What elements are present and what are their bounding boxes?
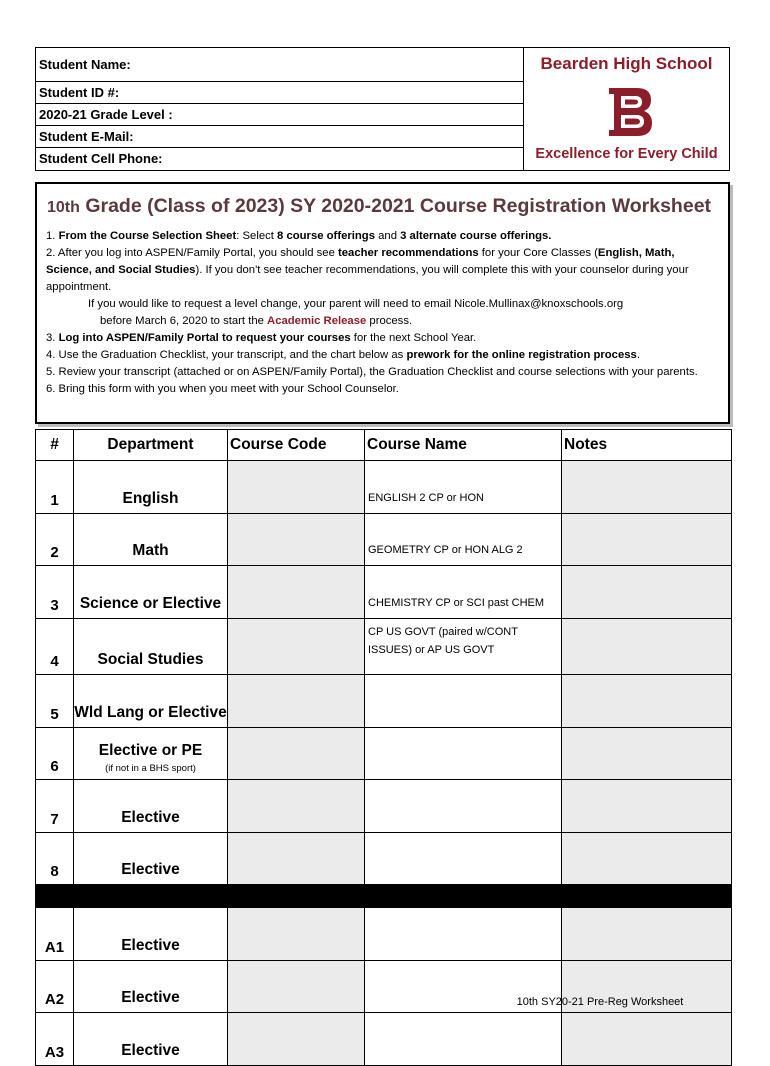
- school-motto: Excellence for Every Child: [535, 146, 718, 162]
- table-row: [36, 908, 732, 961]
- column-header-course-name: Course Name: [365, 430, 562, 461]
- department-cell: Social Studies: [74, 618, 228, 675]
- department-cell: Elective: [74, 780, 228, 833]
- department-cell: [74, 727, 228, 780]
- instructions-list: [46, 228, 722, 398]
- department-cell: English: [74, 461, 228, 514]
- alternate-number: A1: [36, 908, 74, 961]
- table-row: [36, 727, 732, 780]
- row-number: 3: [36, 566, 74, 619]
- table-row: [36, 780, 732, 833]
- course-code-input[interactable]: [228, 960, 365, 1013]
- row-number: 5: [36, 675, 74, 728]
- student-name-field[interactable]: Student Name:: [36, 48, 523, 82]
- student-email-field[interactable]: Student E-Mail:: [36, 126, 523, 148]
- department-cell: Elective: [74, 960, 228, 1013]
- notes-input[interactable]: [562, 513, 732, 566]
- column-header-course-code: Course Code: [228, 430, 365, 461]
- notes-input[interactable]: [562, 908, 732, 961]
- course-code-input[interactable]: [228, 461, 365, 514]
- course-code-input[interactable]: [228, 908, 365, 961]
- column-header-number: #: [36, 430, 74, 461]
- school-logo-icon: [607, 86, 653, 138]
- course-name-cell[interactable]: GEOMETRY CP or HON ALG 2: [365, 513, 562, 566]
- grade-level-field[interactable]: 2020-21 Grade Level :: [36, 104, 523, 126]
- student-info-header: [35, 47, 730, 171]
- department-cell: Wld Lang or Elective: [74, 675, 228, 728]
- table-row: [36, 566, 732, 619]
- course-code-input[interactable]: [228, 727, 365, 780]
- instruction-step-5: 5. Review your transcript (attached or on ASPEN/Family Portal), the Graduation Checklist and course selections with your parents.: [46, 366, 698, 378]
- column-header-notes: Notes: [562, 430, 732, 461]
- notes-input[interactable]: [562, 566, 732, 619]
- table-row: [36, 1013, 732, 1066]
- course-selection-table: [35, 429, 732, 1066]
- table-header-row: [36, 430, 732, 461]
- department-cell: Elective: [74, 832, 228, 885]
- alternate-number: A3: [36, 1013, 74, 1066]
- row-number: 7: [36, 780, 74, 833]
- school-branding: [524, 48, 729, 170]
- course-code-input[interactable]: [228, 513, 365, 566]
- table-row: [36, 618, 732, 675]
- course-name-cell[interactable]: [365, 832, 562, 885]
- department-label: Elective or PE: [98, 742, 203, 759]
- notes-input[interactable]: [562, 1013, 732, 1066]
- instruction-step-3: 3. Log into ASPEN/Family Portal to request your courses for the next School Year.: [46, 332, 477, 344]
- table-row: [36, 832, 732, 885]
- instruction-step-4: 4. Use the Graduation Checklist, your transcript, and the chart below as prework for the online registration process.: [46, 349, 640, 361]
- course-code-input[interactable]: [228, 832, 365, 885]
- instruction-step-2: 2. After you log into ASPEN/Family Portal, you should see teacher recommendations for your Core Classes (English, Math, Science, and Social Studies). If you don't see teacher recommendations, you will complete this with your counselor during your appointment.: [46, 247, 689, 293]
- alternates-divider: [36, 885, 732, 908]
- table-row: [36, 675, 732, 728]
- course-code-input[interactable]: [228, 618, 365, 675]
- department-note: (if not in a BHS sport): [105, 763, 196, 774]
- notes-input[interactable]: [562, 832, 732, 885]
- course-code-input[interactable]: [228, 675, 365, 728]
- course-name-cell[interactable]: CHEMISTRY CP or SCI past CHEM: [365, 566, 562, 619]
- department-cell: Elective: [74, 908, 228, 961]
- course-name-cell[interactable]: ENGLISH 2 CP or HON: [365, 461, 562, 514]
- row-number: 2: [36, 513, 74, 566]
- student-cell-phone-field[interactable]: Student Cell Phone:: [39, 151, 163, 166]
- row-number: 8: [36, 832, 74, 885]
- course-name-cell[interactable]: [365, 780, 562, 833]
- course-code-input[interactable]: [228, 566, 365, 619]
- page-footer: 10th SY20-21 Pre-Reg Worksheet: [516, 996, 684, 1008]
- row-number: 6: [36, 727, 74, 780]
- level-change-note: If you would like to request a level change, your parent will need to email Nicole.Mullinax@knoxschools.org before March 6, 2020 to start the Academic Release process.: [88, 298, 624, 327]
- notes-input[interactable]: [562, 727, 732, 780]
- course-code-input[interactable]: [228, 780, 365, 833]
- department-cell: Elective: [74, 1013, 228, 1066]
- notes-input[interactable]: [562, 780, 732, 833]
- alternate-number: A2: [36, 960, 74, 1013]
- notes-input[interactable]: [562, 675, 732, 728]
- course-name-cell[interactable]: [365, 1013, 562, 1066]
- worksheet-title: 10th Grade (Class of 2023) SY 2020-2021 Course Registration Worksheet: [47, 195, 712, 217]
- row-number: 4: [36, 618, 74, 675]
- course-name-cell[interactable]: CP US GOVT (paired w/CONT ISSUES) or AP US GOVT: [365, 618, 562, 675]
- course-name-cell[interactable]: [365, 908, 562, 961]
- student-id-field[interactable]: Student ID #:: [36, 82, 523, 104]
- notes-input[interactable]: [562, 461, 732, 514]
- course-name-cell[interactable]: [365, 675, 562, 728]
- notes-input[interactable]: [562, 618, 732, 675]
- department-cell: Math: [74, 513, 228, 566]
- course-name-cell[interactable]: [365, 727, 562, 780]
- department-cell: Science or Elective: [74, 566, 228, 619]
- row-number: 1: [36, 461, 74, 514]
- course-code-input[interactable]: [228, 1013, 365, 1066]
- table-row: [36, 461, 732, 514]
- column-header-department: Department: [74, 430, 228, 461]
- table-row: [36, 513, 732, 566]
- instruction-step-6: 6. Bring this form with you when you meet with your School Counselor.: [46, 383, 399, 395]
- school-name: Bearden High School: [540, 54, 713, 73]
- instructions-box: [35, 182, 730, 424]
- instruction-step-1: 1. From the Course Selection Sheet: Select 8 course offerings and 3 alternate course offerings.: [46, 230, 552, 242]
- student-info-fields: [36, 48, 524, 170]
